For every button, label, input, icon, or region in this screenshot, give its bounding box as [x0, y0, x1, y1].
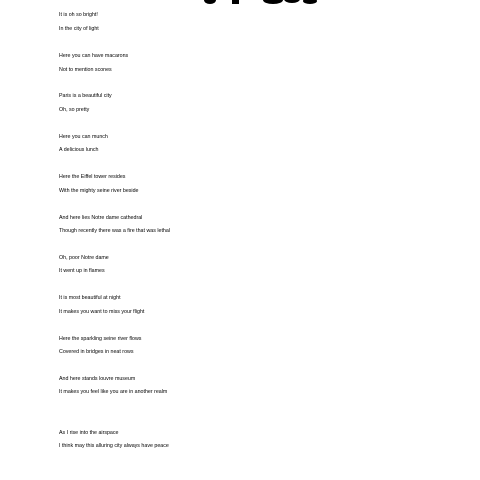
- title-glyph-fragments: [0, 0, 480, 4]
- poem-line: I think may this alluring city always have peace: [59, 443, 169, 449]
- poem-line: It is oh so bright!: [59, 12, 98, 18]
- poem-line: In the city of light: [59, 26, 99, 32]
- poem-line: Though recently there was a fire that was lethal: [59, 228, 170, 234]
- poem-line: Here the Eiffel tower resides: [59, 174, 126, 180]
- poem-line: Oh, so pretty: [59, 107, 90, 113]
- poem-line: Paris is a beautiful city: [59, 93, 112, 99]
- poem-line: Here you can munch: [59, 134, 108, 140]
- poem-line: With the mighty seine river beside: [59, 188, 139, 194]
- poem-line: Covered in bridges in neat rows: [59, 349, 134, 355]
- poem-line: It makes you feel like you are in another realm: [59, 389, 168, 395]
- poem-line: Not to mention scones: [59, 67, 112, 73]
- poem-line: And here lies Notre dame cathedral: [59, 215, 143, 221]
- poem-line: As I rise into the airspace: [59, 430, 119, 436]
- poem-line: It makes you want to miss your flight: [59, 309, 145, 315]
- poem-line: It went up in flames: [59, 268, 105, 274]
- poem-line: A delicious lunch: [59, 147, 99, 153]
- poem-line: Here the sparkling seine river flows: [59, 336, 142, 342]
- poem-line: Oh, poor Notre dame: [59, 255, 109, 261]
- poem-line: It is most beautiful at night: [59, 295, 121, 301]
- poem-line: And here stands louvre museum: [59, 376, 136, 382]
- cropped-title-fragment: [0, 0, 480, 4]
- poem-line: Here you can have macarons: [59, 53, 129, 59]
